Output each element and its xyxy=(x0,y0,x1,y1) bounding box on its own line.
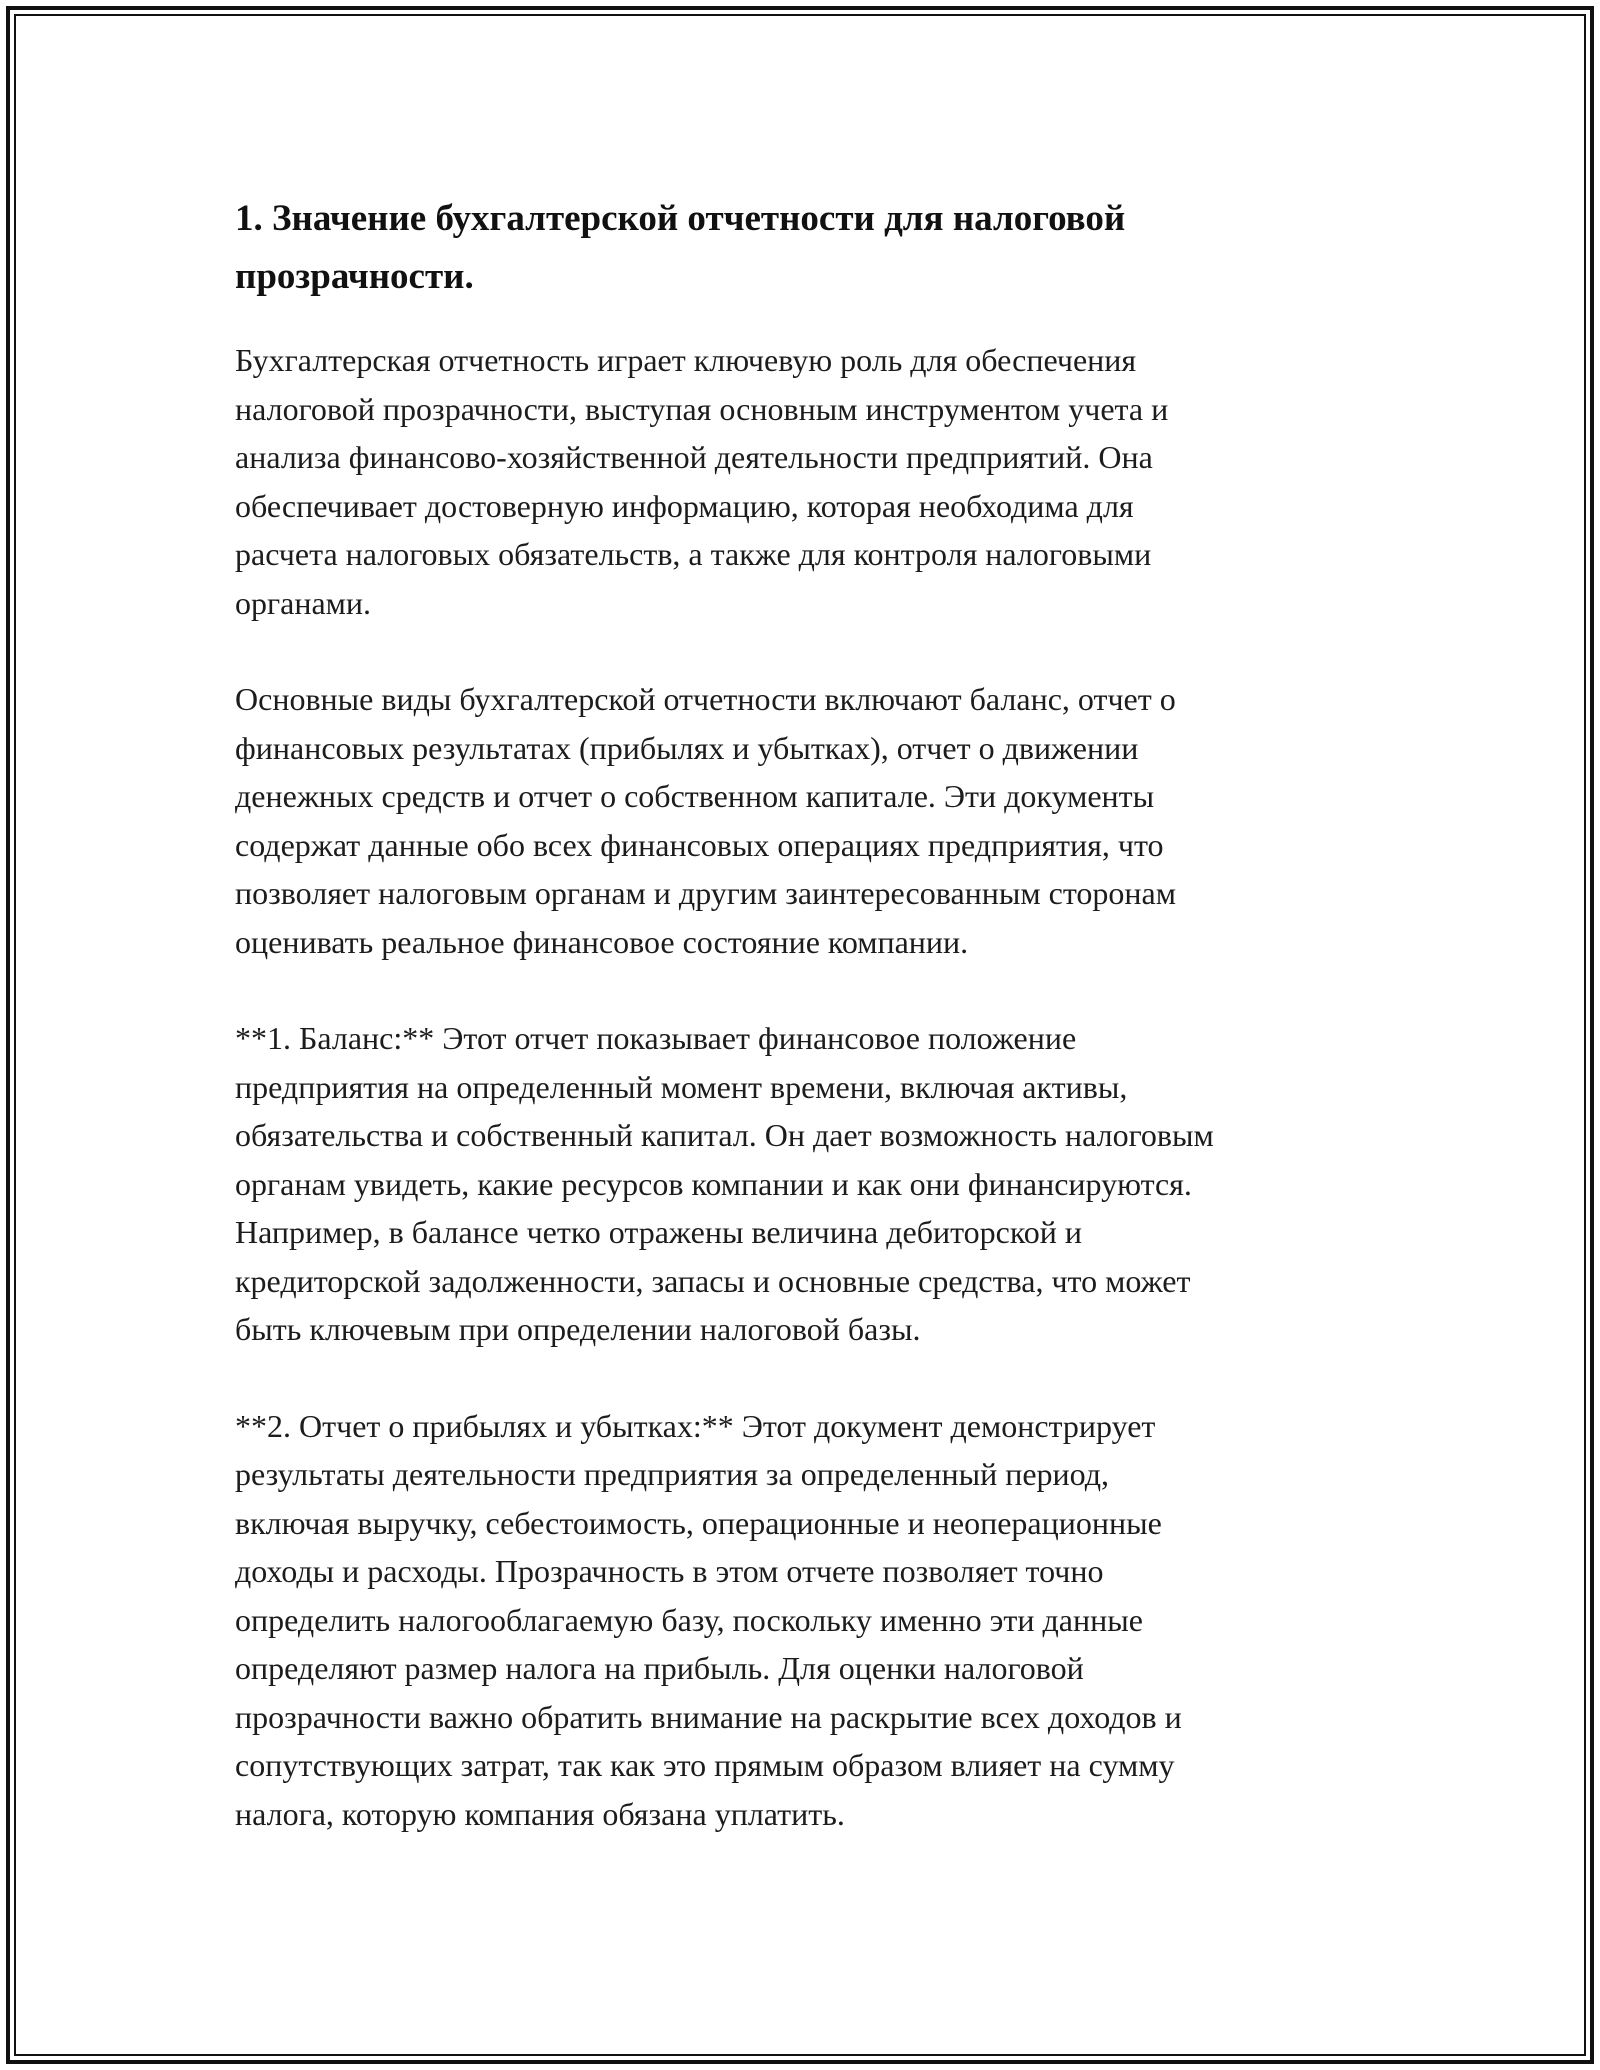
section-heading xyxy=(235,190,1375,306)
paragraph-balance xyxy=(235,1014,1375,1354)
text-line: содержат данные обо всех финансовых операциях предприятия, что xyxy=(235,826,1164,863)
text-line: оценивать реальное финансовое состояние компании. xyxy=(235,923,969,960)
text-line: обязательства и собственный капитал. Он дает возможность налоговым xyxy=(235,1117,1214,1153)
text-line: определить налогооблагаемую базу, поскольку именно эти данные xyxy=(235,1601,1143,1638)
text-line: расчета налоговых обязательств, а также для контроля налоговыми xyxy=(235,536,1152,572)
text-line: доходы и расходы. Прозрачность в этом отчете позволяет точно xyxy=(235,1553,1104,1589)
text-line: налоговой прозрачности, выступая основным инструментом учета и xyxy=(235,390,1169,427)
paragraph-report-types xyxy=(235,675,1375,966)
text-line: прозрачности важно обратить внимание на раскрытие всех доходов и xyxy=(235,1698,1182,1735)
text-line: сопутствующих затрат, так как это прямым образом влияет на сумму xyxy=(235,1747,1175,1783)
text-line: кредиторской задолженности, запасы и основные средства, что может xyxy=(235,1262,1191,1299)
paragraph-intro xyxy=(235,336,1375,627)
text-line: **2. Отчет о прибылях и убытках:** Этот документ демонстрирует xyxy=(235,1407,1156,1444)
text-line: предприятия на определенный момент времени, включая активы, xyxy=(235,1068,1128,1105)
text-line: быть ключевым при определении налоговой базы. xyxy=(235,1311,921,1347)
text-line: **1. Баланс:** Этот отчет показывает финансовое положение xyxy=(235,1020,1077,1056)
text-line: определяют размер налога на прибыль. Для оценки налоговой xyxy=(235,1650,1084,1686)
text-line: органам увидеть, какие ресурсов компании и как они финансируются. xyxy=(235,1165,1192,1202)
text-line: Основные виды бухгалтерской отчетности включают баланс, отчет о xyxy=(235,681,1176,717)
text-line: Например, в балансе четко отражены величина дебиторской и xyxy=(235,1214,1083,1250)
text-line: органами. xyxy=(235,584,372,621)
paragraph-income-statement xyxy=(235,1402,1375,1839)
text-line: позволяет налоговым органам и другим заинтересованным сторонам xyxy=(235,875,1176,911)
text-line: включая выручку, себестоимость, операционные и неоперационные xyxy=(235,1504,1162,1541)
text-line: денежных средств и отчет о собственном капитале. Эти документы xyxy=(235,778,1155,814)
text-line: результаты деятельности предприятия за определенный период, xyxy=(235,1456,1109,1492)
text-line: налога, которую компания обязана уплатить. xyxy=(235,1795,845,1832)
text-line: обеспечивает достоверную информацию, которая необходима для xyxy=(235,487,1134,524)
heading-line: прозрачности. xyxy=(235,256,474,297)
text-line: финансовых результатах (прибылях и убытках), отчет о движении xyxy=(235,729,1139,766)
heading-line: 1. Значение бухгалтерской отчетности для налоговой xyxy=(235,198,1126,239)
document-body xyxy=(235,190,1375,1886)
text-line: анализа финансово-хозяйственной деятельности предприятий. Она xyxy=(235,439,1153,475)
text-line: Бухгалтерская отчетность играет ключевую роль для обеспечения xyxy=(235,342,1137,378)
